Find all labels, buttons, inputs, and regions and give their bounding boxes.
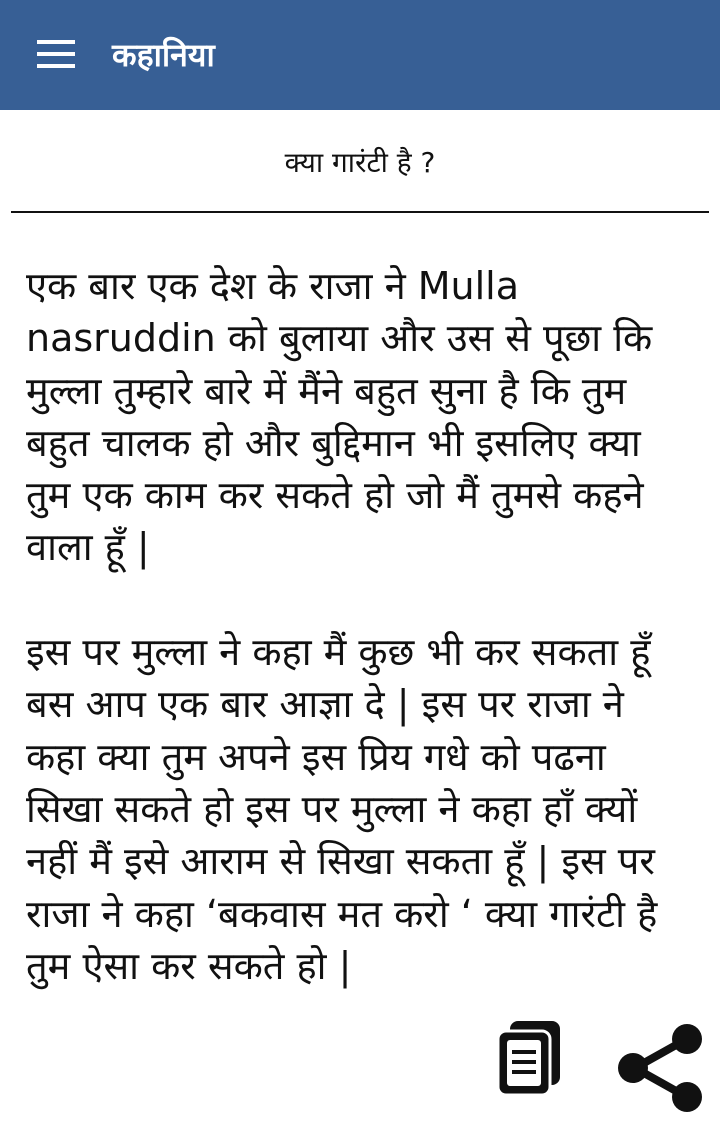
app-bar (0, 0, 720, 110)
story-paragraph: इस पर मुल्ला ने कहा मैं कुछ भी कर सकता हूँ बस आप एक बार आज्ञा दे | इस पर राजा ने कहा क्या तुम अपने इस प्रिय गधे को पढना सिखा सकते हो इस पर मुल्ला ने कहा हाँ क्यों नहीं मैं इसे आराम से सिखा सकता हूँ | इस पर राजा ने कहा ‘बकवास मत करो ‘ क्या गारंटी है तुम ऐसा कर सकते हो | (26, 630, 658, 988)
story-title: क्या गारंटी है ? (284, 146, 436, 179)
menu-button[interactable] (26, 28, 86, 80)
share-icon (615, 1023, 705, 1113)
story-body (26, 260, 694, 992)
app-title: कहानिया (112, 36, 215, 74)
story-paragraph: एक बार एक देश के राजा ने Mulla nasruddin को बुलाया और उस से पूछा कि मुल्ला तुम्हारे बारे में मैंने बहुत सुना है कि तुम बहुत चालक हो और बुद्दिमान भी इसलिए क्या तुम एक काम कर सकते हो जो मैं तुमसे कहने वाला हूँ | (26, 264, 653, 570)
share-button[interactable] (612, 1020, 708, 1116)
hamburger-menu-icon (37, 40, 75, 68)
copy-document-icon (495, 1018, 565, 1098)
copy-button[interactable] (494, 1016, 566, 1100)
title-divider (11, 211, 709, 213)
